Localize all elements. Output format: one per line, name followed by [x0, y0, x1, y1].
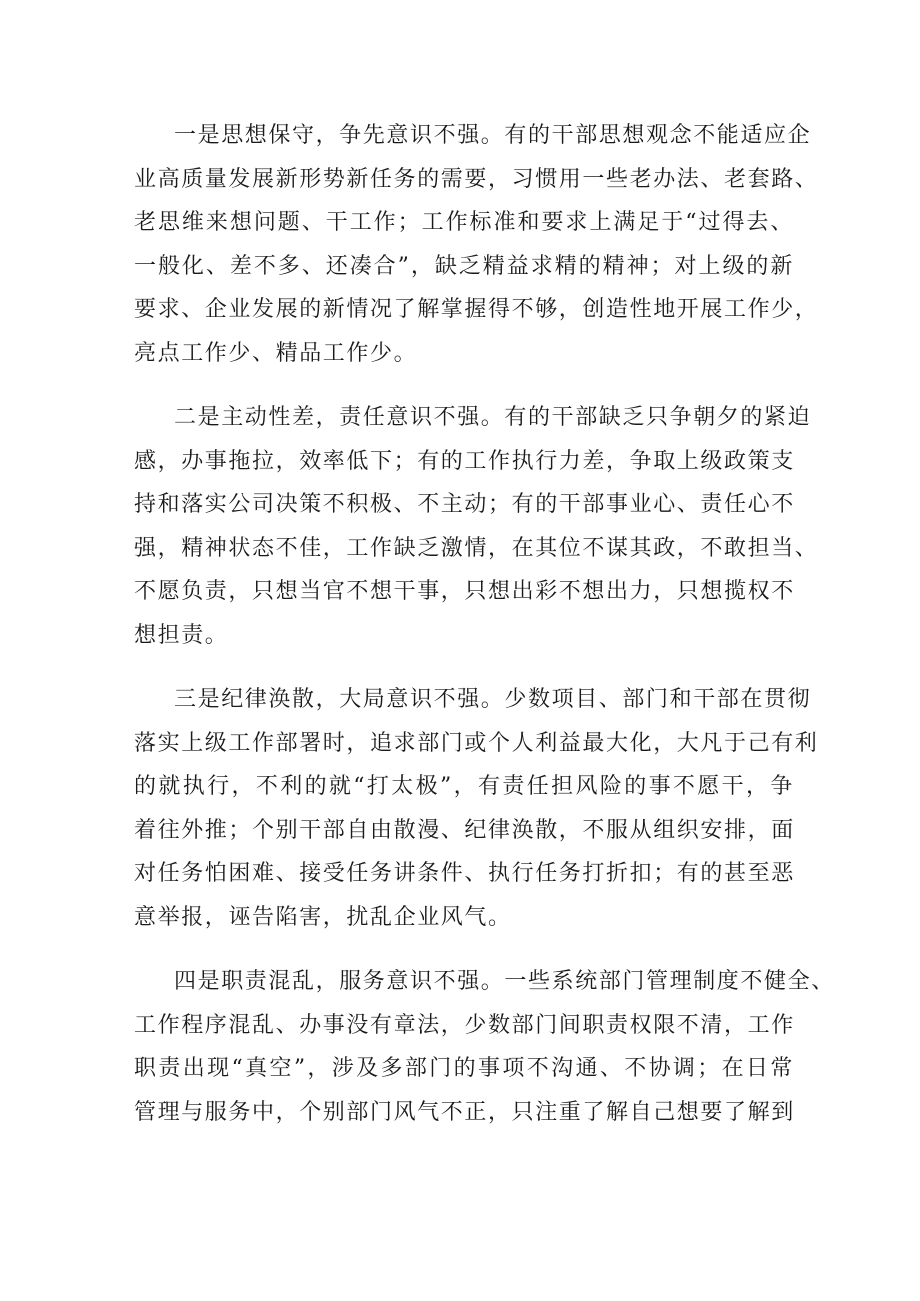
text-line: 持和落实公司决策不积极、不主动；有的干部事业心、责任心不: [134, 492, 795, 517]
text-line: 管理与服务中，个别部门风气不正，只注重了解自己想要了解到: [134, 1099, 795, 1125]
text-line: 的就执行，不利的就“打太极”，有责任担风险的事不愿干，争: [134, 774, 794, 799]
text-line: 业高质量发展新形势新任务的需要，习惯用一些老办法、老套路、: [134, 166, 819, 192]
paragraph-2: [134, 396, 819, 657]
document-body: [134, 114, 835, 1155]
text-line: 一般化、差不多、还凑合”，缺乏精益求精的精神；对上级的新: [134, 253, 794, 279]
text-line: 四是职责混乱，服务意识不强。一些系统部门管理制度不健全、: [174, 969, 835, 994]
text-line: 亮点工作少、精品工作少。: [134, 340, 418, 366]
text-line: 工作程序混乱、办事没有章法，少数部门间职责权限不清，工作: [134, 1012, 795, 1038]
text-line: 感，办事拖拉，效率低下；有的工作执行力差，争取上级政策支: [134, 448, 795, 474]
text-line: 老思维来想问题、干工作；工作标准和要求上满足于“过得去、: [134, 210, 794, 235]
paragraph-3: [134, 678, 819, 939]
text-line: 意举报，诬告陷害，扰乱企业风气。: [134, 904, 512, 930]
text-line: 不愿负责，只想当官不想干事，只想出彩不想出力，只想揽权不: [134, 579, 795, 604]
paragraph-1: [134, 114, 819, 375]
text-line: 三是纪律涣散，大局意识不强。少数项目、部门和干部在贯彻: [174, 687, 812, 712]
text-line: 要求、企业发展的新情况了解掌握得不够，创造性地开展工作少，: [134, 297, 819, 322]
text-line: 强，精神状态不佳，工作缺乏激情，在其位不谋其政，不敢担当、: [134, 535, 819, 561]
paragraph-4: [134, 960, 835, 1134]
text-line: 着往外推；个别干部自由散漫、纪律涣散，不服从组织安排，面: [134, 817, 795, 843]
text-line: 落实上级工作部署时，追求部门或个人利益最大化，大凡于己有利: [134, 730, 819, 756]
text-line: 想担责。: [134, 622, 229, 648]
text-line: 二是主动性差，责任意识不强。有的干部缺乏只争朝夕的紧迫: [174, 405, 812, 430]
text-line: 职责出现“真空”，涉及多部门的事项不沟通、不协调；在日常: [134, 1056, 794, 1081]
text-line: 一是思想保守，争先意识不强。有的干部思想观念不能适应企: [174, 123, 812, 148]
text-line: 对任务怕困难、接受任务讲条件、执行任务打折扣；有的甚至恶: [134, 861, 795, 886]
